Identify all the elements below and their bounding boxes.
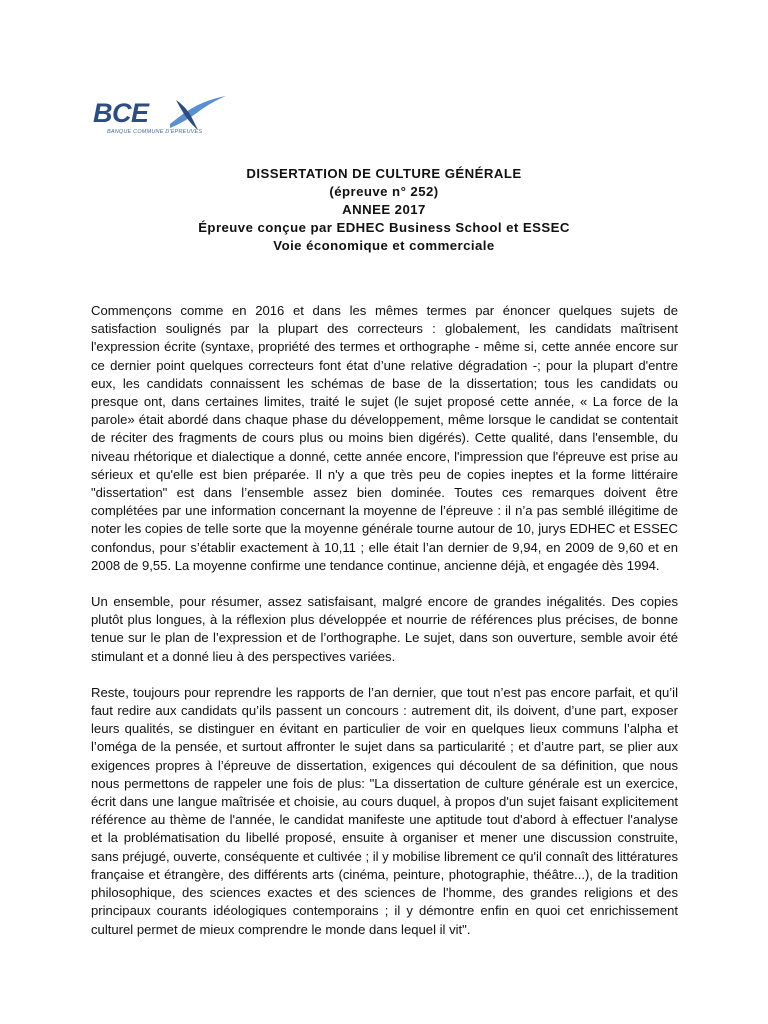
bce-logo	[90, 94, 230, 138]
logo-text: BCE	[93, 98, 149, 128]
logo-subtitle: BANQUE COMMUNE D'ÉPREUVES	[107, 129, 203, 135]
header-track: Voie économique et commerciale	[273, 238, 495, 253]
paragraph: Commençons comme en 2016 et dans les mêmes termes par énoncer quelques sujets de satisfaction soulignés par la plupart des correcteurs : globalement, les candidats maîtrisent l'expression écrite (syntaxe, propriété des termes et orthographe - même si, cette année encore sur ce dernier point quelques correcteurs font état d’une relative dégradation -; pour la plupart d'entre eux, les candidats connaissent les schémas de base de la dissertation; tous les candidats ou presque ont, dans certaines limites, traité le sujet (le sujet proposé cette année, « La force de la parole» était abordé dans chaque phase du développement, même lorsque le candidat se contentait de réciter des fragments de cours plus ou moins bien digérés). Cette qualité, dans l'ensemble, du niveau rhétorique et dialectique a donné, cette année encore, l'impression que l'épreuve est prise au sérieux et qu'elle est bien préparée. Il n'y a que très peu de copies ineptes et la forme littéraire "dissertation" est dans l’ensemble assez bien dominée. Toutes ces remarques doivent être complétées par une information concernant la moyenne de l’épreuve : il n’a pas semblé illégitime de noter les copies de telle sorte que la moyenne générale tourne autour de 10, jurys EDHEC et ESSEC confondus, pour s’établir exactement à 10,11 ; elle était l’an dernier de 9,94, en 2009 de 9,60 et en 2008 de 9,55. La moyenne confirme une tendance continue, ancienne déjà, et engagée dès 1994.	[91, 303, 678, 573]
header-title: DISSERTATION DE CULTURE GÉNÉRALE	[246, 166, 522, 181]
document-body	[91, 302, 678, 957]
header-year: ANNEE 2017	[342, 202, 426, 217]
header-designers: Épreuve conçue par EDHEC Business School et ESSEC	[198, 220, 570, 235]
header-exam-number: (épreuve n° 252)	[329, 184, 439, 199]
logo-swoosh-icon	[166, 94, 228, 132]
paragraph: Reste, toujours pour reprendre les rapports de l’an dernier, que tout n’est pas encore parfait, et qu’il faut redire aux candidats qu’ils passent un concours : autrement dit, ils doivent, d’une part, exposer leurs qualités, se distinguer en évitant en particulier de voir en quelques lieux communs l’alpha et l’oméga de la pensée, et surtout affronter le sujet dans sa particularité ; et d’autre part, se plier aux exigences propres à l’épreuve de dissertation, exigences qui découlent de sa définition, que nous nous permettons de rappeler une fois de plus: "La dissertation de culture générale est un exercice, écrit dans une langue maîtrisée et choisie, au cours duquel, à propos d'un sujet faisant explicitement référence au thème de l'année, le candidat manifeste une aptitude tout d'abord à effectuer l'analyse et la problématisation du libellé proposé, ensuite à organiser et mener une discussion construite, sans préjugé, ouverte, conséquente et cultivée ; il y mobilise librement ce qu'il connaît des littératures française et étrangère, des différents arts (cinéma, peinture, photographie, théâtre...), de la tradition philosophique, des sciences exactes et des sciences de l'homme, des grandes religions et des principaux courants idéologiques contemporains ; il y démontre enfin en quoi cet enrichissement culturel permet de mieux comprendre le monde dans lequel il vit".	[91, 684, 678, 937]
document-header	[0, 165, 768, 255]
paragraph: Un ensemble, pour résumer, assez satisfaisant, malgré encore de grandes inégalités. Des copies plutôt plus longues, à la réflexion plus développée et nourrie de références plus précises, de bonne tenue sur le plan de l’expression et de l’orthographe. Le sujet, dans son ouverture, semble avoir été stimulant et a donné lieu à des perspectives variées.	[91, 594, 678, 664]
